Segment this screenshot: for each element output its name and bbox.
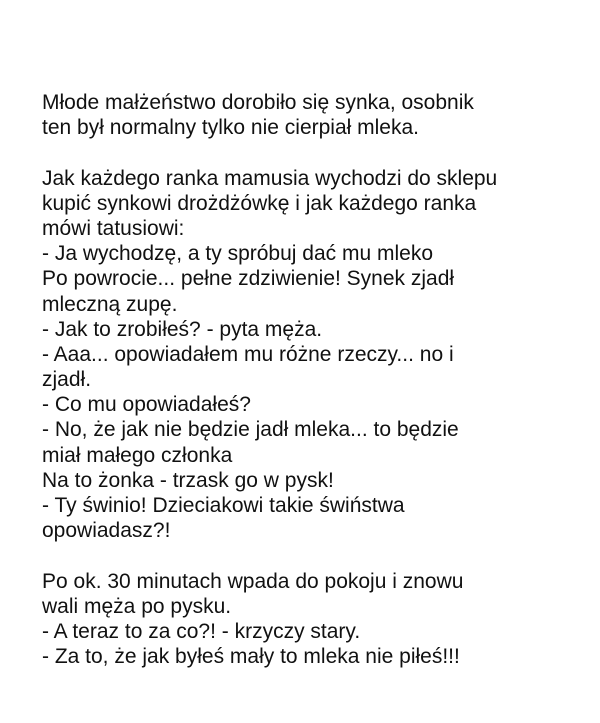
text-line: - Ja wychodzę, a ty spróbuj dać mu mleko	[42, 242, 434, 266]
text-line: - A teraz to za co?! - krzyczy stary.	[42, 619, 361, 643]
paragraph-gap	[42, 140, 582, 165]
paragraph-gap	[42, 543, 582, 568]
text-line: zjadł.	[42, 368, 92, 392]
text-line: - No, że jak nie będzie jadł mleka... to będzie	[42, 418, 459, 442]
text-line: - Ty świnio! Dzieciakowi takie świństwa	[42, 494, 405, 517]
joke-text	[42, 90, 582, 669]
text-line: kupić synkowi drożdżówkę i jak każdego ranka	[42, 191, 477, 215]
text-line: - Co mu opowiadałeś?	[42, 393, 251, 417]
text-line: - Jak to zrobiłeś? - pyta męża.	[42, 317, 323, 341]
text-line: wali męża po pysku.	[42, 594, 232, 618]
text-line: mleczną zupę.	[42, 292, 178, 316]
text-line: mówi tatusiowi:	[42, 216, 185, 240]
text-line: ten był normalny tylko nie cierpiał mleka.	[42, 116, 419, 140]
text-line: Na to żonka - trzask go w pysk!	[42, 468, 334, 492]
text-line: opowiadasz?!	[42, 519, 171, 543]
text-line: Po powrocie... pełne zdziwienie! Synek zjadł	[42, 267, 455, 291]
text-line: - Za to, że jak byłeś mały to mleka nie piłeś!!!	[42, 645, 460, 669]
text-line: Po ok. 30 minutach wpada do pokoju i znowu	[42, 569, 464, 593]
text-line: Jak każdego ranka mamusia wychodzi do sklepu	[42, 166, 498, 190]
text-line: miał małego członka	[42, 443, 233, 467]
text-line: - Aaa... opowiadałem mu różne rzeczy... no i	[42, 342, 454, 366]
text-line: Młode małżeństwo dorobiło się synka, osobnik	[42, 91, 474, 114]
